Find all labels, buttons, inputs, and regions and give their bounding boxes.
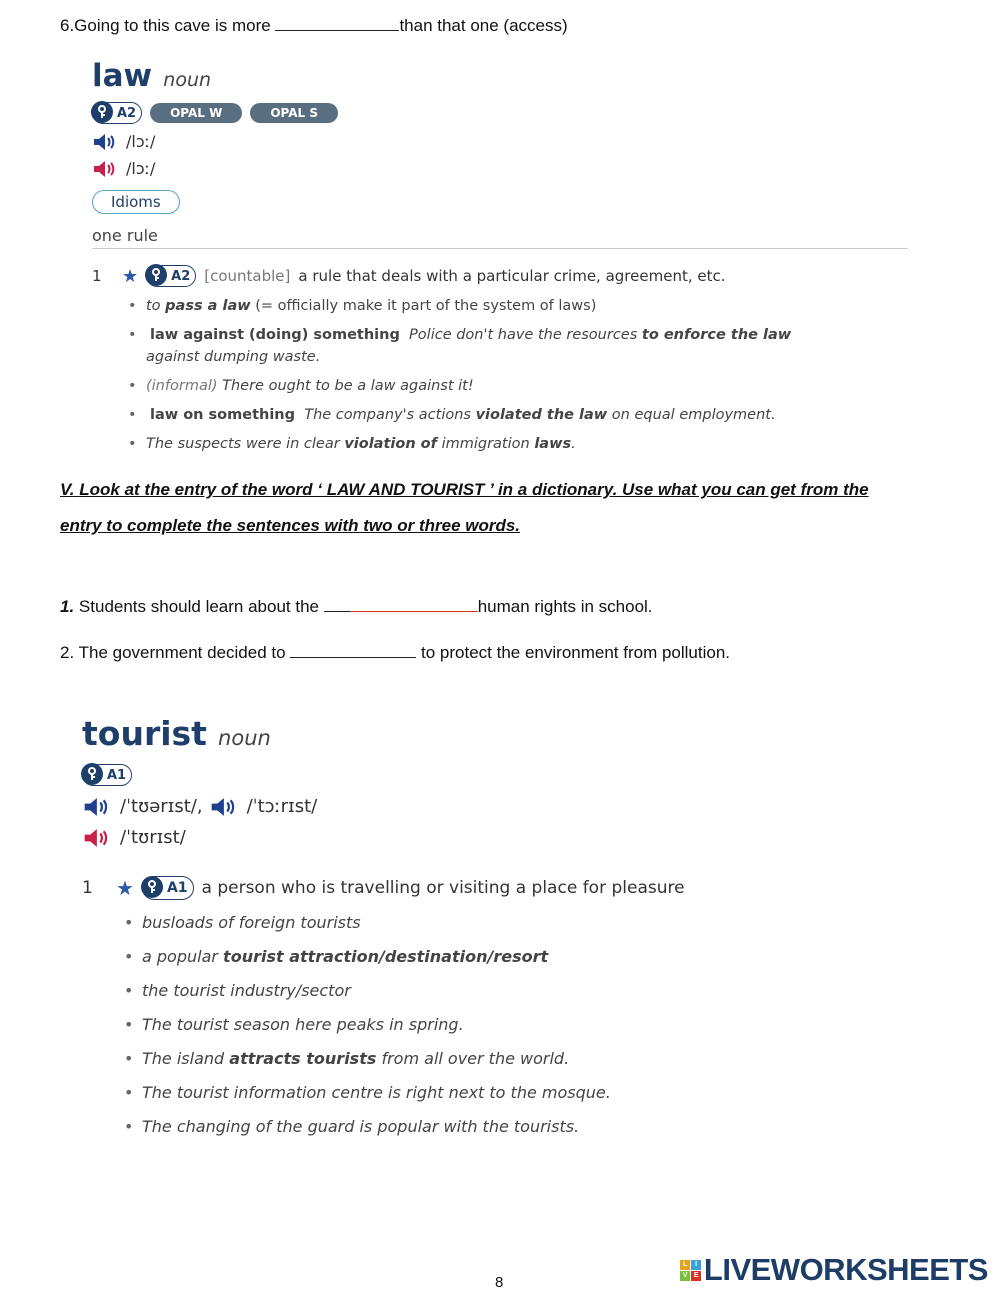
sense-level-badge (146, 265, 196, 287)
example-item (128, 404, 868, 426)
example-item (124, 1014, 824, 1036)
example-text: the tourist industry/sector (142, 981, 351, 1000)
section-instruction-line1: Look at the entry of the word ‘ LAW AND TOURIST ’ in a dictionary. Use what you can get from the (79, 480, 869, 499)
tourist-pron-us-text: /ˈtʊrɪst/ (120, 827, 186, 848)
example-text: from all over the world. (376, 1049, 570, 1068)
opal-s-badge: OPAL S (250, 103, 338, 123)
law-pron-uk-text: /lɔː/ (126, 132, 156, 151)
sentence-number: 2. (60, 643, 75, 662)
law-sense-1 (92, 265, 912, 287)
sense-level-text: A1 (166, 880, 188, 896)
example-item (124, 946, 824, 968)
law-pron-us (92, 159, 912, 178)
example-text: (= officially make it part of the system of laws) (250, 298, 597, 314)
example-item (128, 433, 868, 455)
logo-grid-icon (680, 1260, 701, 1281)
section-v-instructions-cont (60, 516, 520, 536)
idioms-button[interactable]: Idioms (92, 190, 180, 214)
register-label: (informal) (146, 378, 218, 394)
tourist-pron-uk (82, 796, 902, 817)
sense-level-text: A2 (171, 268, 191, 284)
sense-level-badge (142, 876, 194, 900)
example-item (124, 912, 824, 934)
logo-text: LIVEWORKSHEETS (703, 1252, 988, 1287)
sense-number: 1 (82, 878, 93, 898)
example-collocation: pass a law (165, 298, 251, 314)
example-text: The island (142, 1049, 230, 1068)
example-text: The suspects were in clear (146, 436, 345, 452)
example-text: The tourist season here peaks in spring. (142, 1015, 464, 1034)
grammar-label: [countable] (204, 267, 291, 285)
shortcut-label: one rule (92, 226, 158, 245)
law-pron-us-text: /lɔː/ (126, 159, 156, 178)
example-text: a popular (142, 947, 224, 966)
key-icon (141, 876, 163, 898)
example-text: . (571, 436, 576, 452)
logo-grid-letter: E (691, 1271, 701, 1281)
sentence-text: to protect the environment from pollution. (416, 643, 731, 662)
tourist-pron-uk-2: /ˈtɔːrɪst/ (246, 796, 318, 817)
example-collocation: violated the law (475, 407, 608, 423)
example-item (124, 980, 824, 1002)
sentence-1 (60, 597, 653, 617)
example-collocation: attracts tourists (229, 1049, 377, 1068)
example-text: immigration (436, 436, 535, 452)
key-icon (91, 101, 113, 123)
section-v-instructions (60, 480, 869, 500)
example-text: busloads of foreign tourists (142, 913, 361, 932)
example-text: Police don't have the resources (409, 327, 642, 343)
logo-grid-letter: I (691, 1260, 701, 1270)
tourist-pos: noun (218, 726, 271, 750)
sentence-text: The government decided to (78, 643, 291, 662)
example-text: There ought to be a law against it! (217, 378, 474, 394)
example-text: to (146, 298, 166, 314)
example-item (124, 1116, 824, 1138)
law-level-text: A2 (117, 105, 137, 121)
example-item (124, 1048, 824, 1070)
star-icon: ★ (116, 876, 134, 900)
key-icon (81, 763, 103, 785)
tourist-level-text: A1 (107, 767, 127, 783)
q6-blank[interactable] (275, 16, 399, 31)
us-speaker-icon[interactable] (82, 828, 114, 848)
example-item (128, 295, 868, 317)
divider (92, 248, 908, 249)
tourist-pron-uk-1: /ˈtʊərɪst/, (120, 796, 203, 817)
grammar-pattern: law against (doing) something (150, 327, 400, 343)
key-icon (145, 264, 167, 286)
q6-prefix: 6.Going to this cave is more (60, 16, 276, 35)
example-item (128, 375, 868, 397)
opal-w-badge: OPAL W (150, 103, 242, 123)
example-text: The company's actions (304, 407, 476, 423)
example-collocation: violation of (344, 436, 437, 452)
law-headword: law (92, 58, 153, 94)
sense-number: 1 (92, 267, 102, 285)
star-icon: ★ (122, 265, 139, 287)
us-speaker-icon[interactable] (92, 160, 120, 178)
q6-suffix: than that one (access) (399, 16, 568, 35)
answer-blank-1[interactable] (350, 597, 478, 612)
sense-definition: a person who is travelling or visiting a place for pleasure (201, 878, 685, 898)
page-number: 8 (495, 1274, 504, 1291)
sense-definition: a rule that deals with a particular crime, agreement, etc. (298, 267, 726, 285)
tourist-headword: tourist (82, 714, 207, 753)
example-collocation: laws (534, 436, 572, 452)
example-collocation: tourist attraction/destination/resort (223, 947, 549, 966)
sentence-number: 1. (60, 597, 75, 616)
question-6 (60, 16, 568, 36)
section-instruction-line2: entry to complete the sentences with two or three words. (60, 516, 521, 535)
example-text: against dumping waste. (146, 349, 321, 365)
sentence-text: human rights in school. (477, 597, 653, 616)
law-dictionary-entry (92, 58, 912, 455)
liveworksheets-logo[interactable] (680, 1252, 988, 1288)
example-text: The tourist information centre is right next to the mosque. (142, 1083, 611, 1102)
example-text: The changing of the guard is popular with the tourists. (142, 1117, 580, 1136)
uk-speaker-icon[interactable] (92, 133, 120, 151)
tourist-sense-1 (82, 876, 902, 900)
answer-blank-2[interactable] (290, 643, 416, 658)
grammar-pattern: law on something (150, 407, 295, 423)
tourist-dictionary-entry (82, 714, 902, 1138)
law-level-badge (92, 102, 142, 124)
sentence-text: Students should learn about the (78, 597, 324, 616)
tourist-pron-us (82, 827, 902, 848)
example-item (124, 1082, 824, 1104)
blank-1a[interactable] (324, 597, 350, 612)
section-numeral: V. (60, 480, 75, 499)
logo-grid-letter: L (680, 1260, 690, 1270)
logo-grid-letter: V (680, 1271, 690, 1281)
uk-speaker-icon[interactable] (209, 797, 241, 817)
uk-speaker-icon[interactable] (82, 797, 114, 817)
law-pos: noun (163, 69, 212, 91)
example-collocation: to enforce the law (641, 327, 792, 343)
example-text: on equal employment. (607, 407, 776, 423)
example-item (128, 324, 868, 368)
sentence-2 (60, 643, 730, 663)
tourist-level-badge (82, 764, 132, 786)
law-pron-uk (92, 132, 912, 151)
